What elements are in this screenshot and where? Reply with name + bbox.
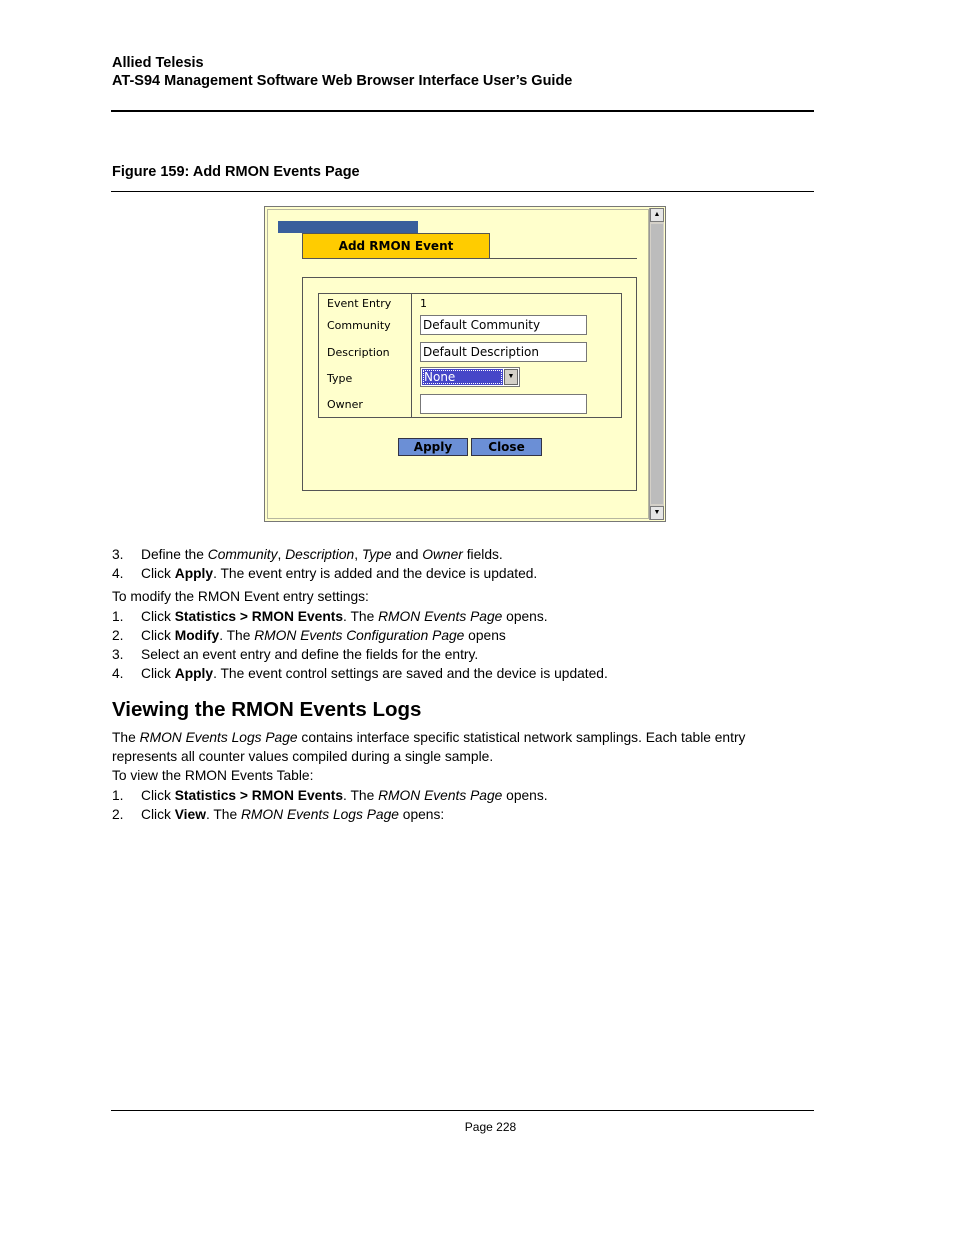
figure-caption: Figure 159: Add RMON Events Page xyxy=(112,164,360,180)
view-intro: To view the RMON Events Table: xyxy=(112,768,314,783)
description-input[interactable]: Default Description xyxy=(420,342,587,362)
owner-input[interactable] xyxy=(420,394,587,414)
event-entry-label: Event Entry xyxy=(327,297,392,310)
header-rule xyxy=(111,110,814,112)
event-entry-value: 1 xyxy=(420,297,427,310)
description-label: Description xyxy=(327,346,390,359)
add-rmon-event-screenshot xyxy=(264,206,666,522)
tab-bar xyxy=(278,221,418,233)
steps-list-c xyxy=(112,786,812,824)
list-item: 1. Click Statistics > RMON Events. The RMON Events Page opens. xyxy=(112,609,548,624)
form-column-divider xyxy=(411,294,412,417)
section-title: Viewing the RMON Events Logs xyxy=(112,698,422,721)
list-item: 4. Click Apply. The event entry is added and the device is updated. xyxy=(112,566,538,581)
owner-label: Owner xyxy=(327,398,363,411)
scroll-down-icon[interactable]: ▼ xyxy=(650,506,664,520)
apply-button[interactable]: Apply xyxy=(398,438,468,456)
steps-list-b xyxy=(112,607,812,683)
list-item: 4. Click Apply. The event control settings are saved and the device is updated. xyxy=(112,666,608,681)
close-button[interactable]: Close xyxy=(471,438,542,456)
footer-rule xyxy=(111,1110,814,1111)
type-select[interactable] xyxy=(420,367,520,387)
vertical-scrollbar[interactable] xyxy=(649,208,664,520)
scroll-track[interactable] xyxy=(651,224,663,504)
form-table xyxy=(318,293,622,418)
document-title: AT-S94 Management Software Web Browser Interface User’s Guide xyxy=(112,73,573,89)
list-item: 2. Click View. The RMON Events Logs Page opens: xyxy=(112,807,445,822)
tab-add-rmon-event[interactable]: Add RMON Event xyxy=(302,233,490,259)
community-label: Community xyxy=(327,319,391,332)
page-number: Page 228 xyxy=(464,1120,517,1134)
list-item: 3. Select an event entry and define the fields for the entry. xyxy=(112,647,479,662)
section-paragraph: The RMON Events Logs Page contains interface specific statistical network samplings. Each table entry represents all counter values compiled during a single sample. xyxy=(112,730,746,764)
company-name: Allied Telesis xyxy=(112,55,204,71)
scroll-up-icon[interactable]: ▲ xyxy=(650,208,664,222)
type-select-value: None xyxy=(422,369,503,385)
type-label: Type xyxy=(327,372,353,385)
community-input[interactable]: Default Community xyxy=(420,315,587,335)
form-panel xyxy=(302,277,637,491)
caption-rule xyxy=(111,191,814,192)
steps-list-a xyxy=(112,545,812,583)
list-item: 1. Click Statistics > RMON Events. The RMON Events Page opens. xyxy=(112,788,548,803)
modify-intro: To modify the RMON Event entry settings: xyxy=(112,589,369,604)
list-item: 3. Define the Community, Description, Type and Owner fields. xyxy=(112,547,503,562)
list-item: 2. Click Modify. The RMON Events Configuration Page opens xyxy=(112,628,506,643)
chevron-down-icon[interactable]: ▼ xyxy=(504,369,518,385)
tab-underline xyxy=(490,258,637,259)
